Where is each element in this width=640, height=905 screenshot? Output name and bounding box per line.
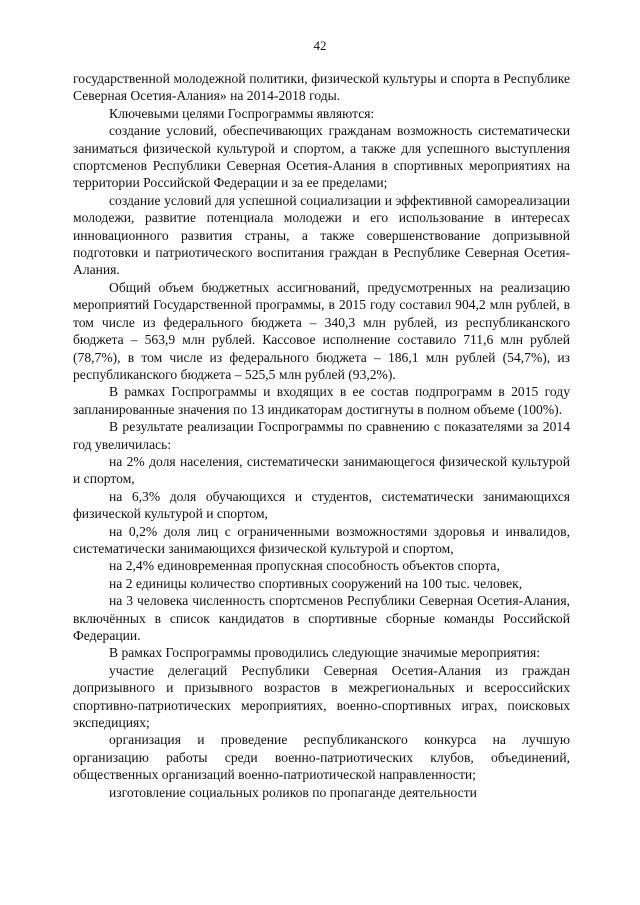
page-number: 42 (313, 38, 327, 53)
paragraph: на 2,4% единовременная пропускная способность объектов спорта, (109, 558, 500, 574)
paragraph: В результате реализации Госпрограммы по сравнению с показателями за 2014 год увеличилась: (73, 419, 570, 452)
paragraph: Ключевыми целями Госпрограммы являются: (109, 105, 375, 121)
paragraph: В рамках Госпрограммы проводились следующие значимые мероприятия: (109, 645, 541, 661)
paragraph: на 3 человека численность спортсменов Республики Северная Осетия-Алания, включённых в список кандидатов в спортивные сборные команды Российской Федерации. (73, 593, 570, 643)
paragraph: на 6,3% доля обучающихся и студентов, систематически занимающихся физической культурой и спортом, (73, 488, 570, 522)
paragraph: В рамках Госпрограммы и входящих в ее состав подпрограмм в 2015 году запланированные значения по 13 индикаторам достигнуты в полном объеме (100%). (73, 384, 570, 417)
paragraph: создание условий, обеспечивающих гражданам возможность систематически заниматься физической культурой и спортом, а также для успешного выступления спортсменов Республики Северная Осетия-Алания в спортивных мероприятиях на территории Российской Федерации и за ее пределами; (73, 123, 570, 191)
paragraph: на 2% доля населения, систематически занимающегося физической культурой и спортом, (73, 453, 570, 487)
paragraph: на 2 единицы количество спортивных сооружений на 100 тыс. человек, (109, 575, 523, 591)
paragraph: участие делегаций Республики Северная Осетия-Алания из граждан допризывного и призывного возрастов в межрегиональных и всероссийских спортивно-патриотических мероприятиях, военно-спортивных играх, поисковых экспедициях; (73, 662, 570, 731)
document-body (73, 70, 570, 801)
paragraph: на 0,2% доля лиц с ограниченными возможностями здоровья и инвалидов, систематически занимающихся физической культурой и спортом, (73, 523, 570, 556)
paragraph: организация и проведение республиканского конкурса на лучшую организацию работы среди военно-патриотических клубов, объединений, общественных организаций военно-патриотической направленности; (73, 732, 570, 783)
paragraph: создание условий для успешной социализации и эффективной самореализации молодежи, развитие потенциала молодежи и его использование в интересах инновационного развития страны, а также совершенствование допризывной подготовки и патриотического воспитания граждан в Республике Северная Осетия-Алания. (73, 192, 570, 278)
paragraph: изготовление социальных роликов по пропаганде деятельности (109, 784, 477, 800)
paragraph: Общий объем бюджетных ассигнований, предусмотренных на реализацию мероприятий Государственной программы, в 2015 году составил 904,2 млн рублей, в том числе из федерального бюджета – 340,3 млн рублей, из республиканского бюджета – 563,9 млн рублей. Кассовое исполнение составило 711,6 млн рублей (78,7%), в том числе из федерального бюджета – 186,1 млн рублей (54,7%), из республиканского бюджета – 525,5 млн рублей (93,2%). (73, 279, 570, 382)
paragraph: государственной молодежной политики, физической культуры и спорта в Республике Северная Осетия-Алания» на 2014-2018 годы. (73, 71, 570, 104)
